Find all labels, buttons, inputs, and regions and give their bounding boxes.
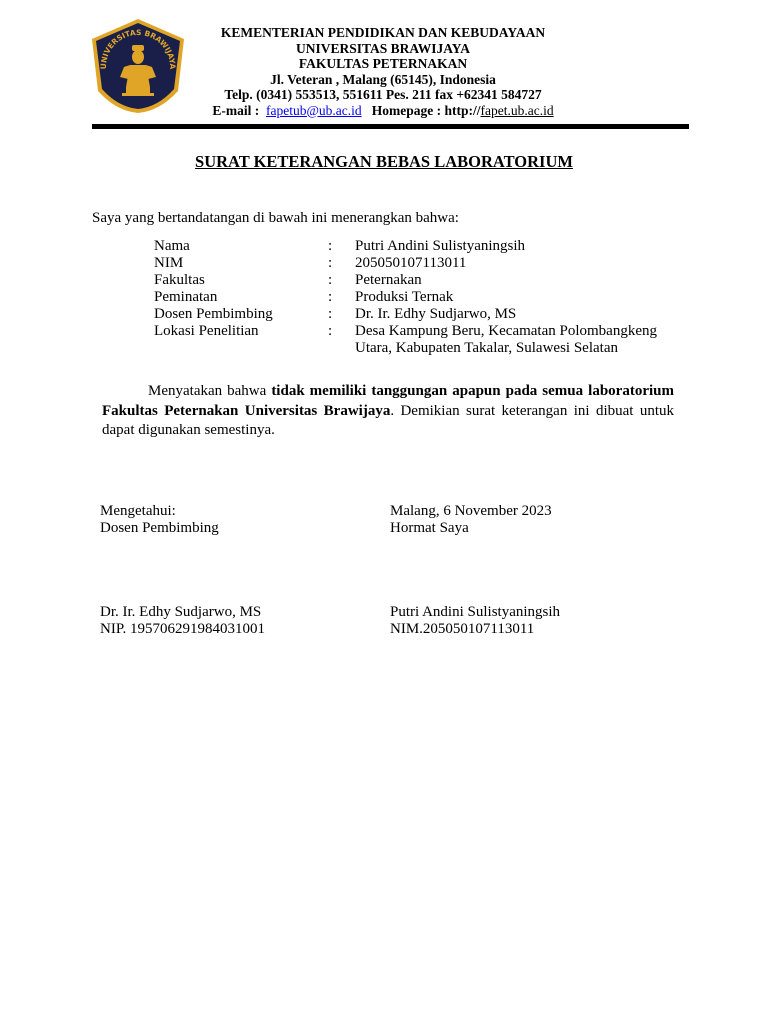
signature-block-right — [390, 503, 552, 537]
identity-value: Peternakan — [355, 272, 422, 288]
signature-block-left — [100, 503, 219, 537]
identity-label: Fakultas — [154, 272, 205, 288]
identity-value: Putri Andini Sulistyaningsih — [355, 238, 526, 254]
identity-label: Nama — [154, 238, 190, 254]
document-title: SURAT KETERANGAN BEBAS LABORATORIUM — [195, 152, 573, 171]
email-label: E-mail : — [212, 102, 260, 118]
identity-colon: : — [328, 289, 333, 305]
ministry-name: KEMENTERIAN PENDIDIKAN DAN KEBUDAYAAN — [220, 25, 546, 40]
statement-tail: . Demikian surat keterangan ini dibuat untuk dapat digunakan semestinya. — [102, 402, 674, 438]
student-name: Putri Andini Sulistyaningsih — [390, 604, 561, 620]
statement-paragraph — [102, 382, 674, 441]
supervisor-name: Dr. Ir. Edhy Sudjarwo, MS — [100, 604, 262, 620]
identity-colon: : — [328, 272, 333, 288]
acknowledged-label: Mengetahui: — [100, 503, 176, 519]
supervisor-role: Dosen Pembimbing — [100, 520, 219, 536]
identity-colon: : — [328, 306, 333, 322]
identity-label: NIM — [154, 255, 184, 271]
identity-value: 205050107113011 — [355, 255, 467, 271]
contact-line — [160, 103, 606, 119]
intro-text: Saya yang bertandatangan di bawah ini menerangkan bahwa: — [92, 210, 459, 226]
identity-value-continued: Utara, Kabupaten Takalar, Sulawesi Selatan — [355, 340, 618, 356]
signer-left — [100, 604, 265, 638]
signer-right — [390, 604, 560, 638]
identity-label: Lokasi Penelitian — [154, 323, 259, 339]
identity-colon: : — [328, 323, 333, 339]
statement-lead: Menyatakan bahwa — [148, 383, 272, 399]
homepage-link[interactable]: fapet.ub.ac.id — [480, 102, 554, 118]
svg-text:UNIVERSITAS BRAWIJAYA: UNIVERSITAS BRAWIJAYA — [98, 27, 178, 70]
university-name: UNIVERSITAS BRAWIJAYA — [296, 40, 470, 56]
identity-value: Dr. Ir. Edhy Sudjarwo, MS — [355, 306, 517, 322]
address: Jl. Veteran , Malang (65145), Indonesia — [270, 71, 496, 87]
supervisor-nip: NIP. 195706291984031001 — [100, 621, 266, 637]
email-link[interactable]: fapetub@ub.ac.id — [266, 102, 362, 118]
identity-colon: : — [328, 255, 333, 271]
identity-label: Peminatan — [154, 289, 218, 305]
student-nim: NIM.205050107113011 — [390, 621, 535, 637]
identity-label: Dosen Pembimbing — [154, 306, 273, 322]
identity-value: Desa Kampung Beru, Kecamatan Polombangkeng — [355, 323, 657, 339]
homepage-label: Homepage : http:// — [371, 102, 481, 118]
header-divider — [92, 124, 689, 129]
phone-fax: Telp. (0341) 553513, 551611 Pes. 211 fax +62341 584727 — [224, 87, 542, 102]
identity-value: Produksi Ternak — [355, 289, 454, 305]
statement-bold: tidak memiliki tanggungan apapun pada semua laboratorium Fakultas Peternakan Universitas Brawijaya — [102, 383, 674, 419]
faculty-name: FAKULTAS PETERNAKAN — [298, 56, 468, 71]
letterhead — [160, 25, 606, 118]
place-date: Malang, 6 November 2023 — [390, 503, 552, 519]
closing-salutation: Hormat Saya — [390, 520, 469, 536]
identity-colon: : — [328, 238, 333, 254]
